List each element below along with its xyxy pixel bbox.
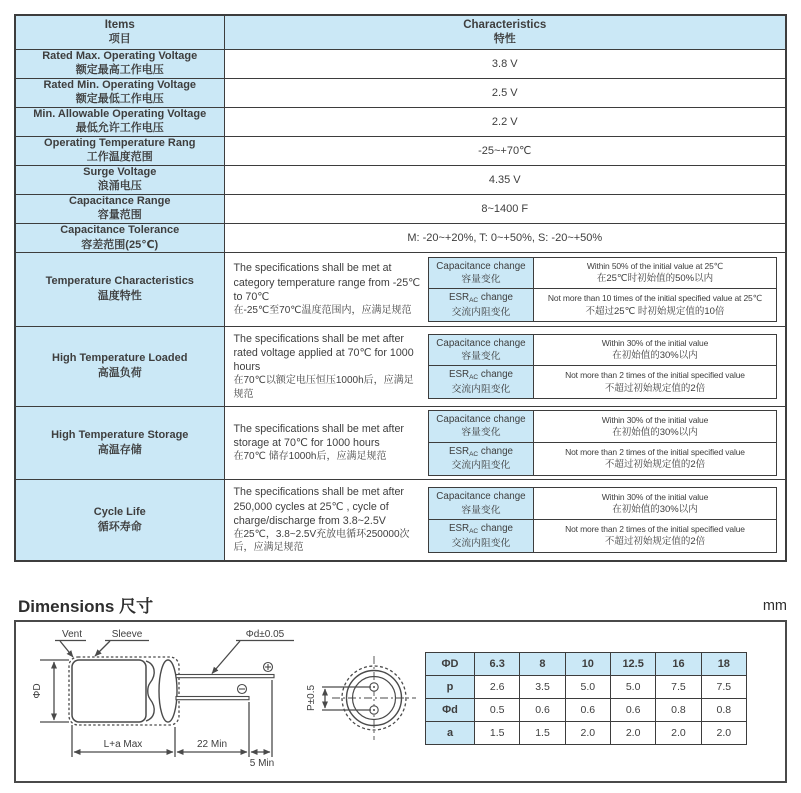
- dimension-table: [425, 652, 747, 745]
- item-label: Capacitance Tolerance 容差范围(25℃): [15, 223, 224, 252]
- positive-lead: [176, 675, 274, 678]
- esr-change-value: Not more than 10 times of the initial specified value at 25℃ 不超过25℃ 时初始规定值的10倍: [533, 289, 776, 322]
- esr-change-label: $ESR_{AC}$ change 交流内阻变化: [428, 519, 533, 552]
- spec-table: [14, 14, 787, 562]
- characteristics-header: Characteristics 特性: [224, 15, 786, 49]
- items-header: Items 项目: [15, 15, 224, 49]
- body-length-label: L+a Max: [103, 739, 143, 750]
- item-value: 2.2 V: [224, 107, 786, 136]
- body-groove: [146, 661, 154, 721]
- row-min-allowable-voltage: [15, 107, 786, 136]
- dim-header-label: ΦD: [426, 653, 475, 676]
- capacitor-body: [72, 660, 146, 722]
- capacitance-change-label: Capacitance change 容量变化: [428, 488, 533, 519]
- dimensions-unit: mm: [762, 598, 787, 614]
- condition-description: The specifications shall be met after rated voltage applied at 70℃ for 1000 hours 在70℃以额定电压恒压1000h后，应满足规范: [233, 332, 414, 400]
- capacitance-change-label: Capacitance change 容量变化: [428, 411, 533, 442]
- item-value: M: -20~+20%, T: 0~+50%, S: -20~+50%: [224, 223, 786, 252]
- change-criteria-table: [428, 257, 777, 322]
- esr-change-label: $ESR_{AC}$ change 交流内阻变化: [428, 442, 533, 475]
- esr-change-label: $ESR_{AC}$ change 交流内阻变化: [428, 289, 533, 322]
- negative-lead: [176, 697, 249, 700]
- capacitance-change-row: [428, 257, 776, 288]
- row-temperature-characteristics: [15, 252, 786, 326]
- esr-change-row: [428, 366, 776, 399]
- pitch-label: P±0.5: [306, 684, 317, 712]
- dim-row-p: p 2.6 3.5 5.0 5.0 7.5 7.5: [426, 676, 747, 699]
- change-criteria-table: [428, 487, 777, 552]
- item-value: 2.5 V: [224, 78, 786, 107]
- row-high-temperature-loaded: [15, 326, 786, 406]
- item-label: Rated Min. Operating Voltage 额定最低工作电压: [15, 78, 224, 107]
- dim-header-row: ΦD 6.3 8 10 12.5 16 18: [426, 653, 747, 676]
- lead-diameter-label: Φd±0.05: [245, 629, 285, 640]
- capacitance-change-row: [428, 334, 776, 365]
- lead-length-label: 22 Min: [196, 739, 228, 750]
- item-value: 3.8 V: [224, 49, 786, 78]
- vent-arrow: [60, 641, 73, 657]
- capacitance-change-row: [428, 411, 776, 442]
- item-label: Surge Voltage 浪涌电压: [15, 165, 224, 194]
- esr-change-value: Not more than 2 times of the initial specified value 不超过初始规定值的2倍: [533, 442, 776, 475]
- item-label: Min. Allowable Operating Voltage 最低允许工作电压: [15, 107, 224, 136]
- row-operating-temperature: [15, 136, 786, 165]
- item-label: Cycle Life 循环寿命: [15, 479, 224, 561]
- capacitance-change-value: Within 30% of the initial value 在初始值的30%以内: [533, 488, 776, 519]
- condition-description: The specifications shall be met after storage at 70℃ for 1000 hours 在70℃ 储存1000h后，应满足规范: [233, 422, 404, 463]
- characteristics-cell: [224, 252, 786, 326]
- item-label: High Temperature Loaded 高温负荷: [15, 326, 224, 406]
- row-surge-voltage: [15, 165, 786, 194]
- plus-terminal-icon: [264, 663, 273, 672]
- dim-row-phid: Φd 0.5 0.6 0.6 0.6 0.8 0.8: [426, 699, 747, 722]
- dimensions-panel: [14, 620, 787, 783]
- end-seal: [159, 660, 177, 722]
- condition-description: The specifications shall be met at category temperature range from -25℃ to 70℃ 在-25℃至70℃温度范围内，应满足规范: [233, 262, 421, 317]
- row-capacitance-range: [15, 194, 786, 223]
- item-label: Operating Temperature Rang 工作温度范围: [15, 136, 224, 165]
- tip-length-label: 5 Min: [249, 758, 275, 769]
- esr-change-value: Not more than 2 times of the initial specified value 不超过初始规定值的2倍: [533, 519, 776, 552]
- capacitance-change-value: Within 30% of the initial value 在初始值的30%以内: [533, 411, 776, 442]
- characteristics-cell: [224, 479, 786, 561]
- condition-description: The specifications shall be met after 250,000 cycles at 25℃ , cycle of charge/discharge from 3.8~2.5V 在25℃，3.8~2.5V充放电循环250000次后，应满足规范: [233, 486, 410, 554]
- row-capacitance-tolerance: [15, 223, 786, 252]
- change-criteria-table: [428, 334, 777, 399]
- capacitance-change-row: [428, 488, 776, 519]
- row-rated-max-voltage: [15, 49, 786, 78]
- capacitance-change-value: Within 30% of the initial value 在初始值的30%以内: [533, 334, 776, 365]
- item-value: 8~1400 F: [224, 194, 786, 223]
- row-rated-min-voltage: [15, 78, 786, 107]
- lead-diameter-arrow: [212, 641, 240, 674]
- spec-header-row: [15, 15, 786, 49]
- item-label: Temperature Characteristics 温度特性: [15, 252, 224, 326]
- capacitor-drawing: [22, 625, 434, 777]
- row-cycle-life: [15, 479, 786, 561]
- item-label: High Temperature Storage 高温存储: [15, 406, 224, 479]
- body-diameter-label: ΦD: [32, 683, 43, 699]
- esr-change-value: Not more than 2 times of the initial specified value 不超过初始规定值的2倍: [533, 366, 776, 399]
- capacitance-change-label: Capacitance change 容量变化: [428, 334, 533, 365]
- esr-change-row: [428, 442, 776, 475]
- item-value: -25~+70℃: [224, 136, 786, 165]
- esr-change-row: [428, 289, 776, 322]
- capacitance-change-label: Capacitance change 容量变化: [428, 257, 533, 288]
- esr-change-label: $ESR_{AC}$ change 交流内阻变化: [428, 366, 533, 399]
- row-high-temperature-storage: [15, 406, 786, 479]
- sleeve-label: Sleeve: [111, 629, 143, 640]
- minus-terminal-icon: [238, 685, 247, 694]
- item-label: Capacitance Range 容量范围: [15, 194, 224, 223]
- characteristics-cell: [224, 326, 786, 406]
- change-criteria-table: [428, 410, 777, 475]
- characteristics-cell: [224, 406, 786, 479]
- dimensions-title: Dimensions 尺寸: [18, 597, 154, 616]
- capacitance-change-value: Within 50% of the initial value at 25℃ 在25℃时初始值的50%以内: [533, 257, 776, 288]
- item-value: 4.35 V: [224, 165, 786, 194]
- esr-change-row: [428, 519, 776, 552]
- item-label: Rated Max. Operating Voltage 额定最高工作电压: [15, 49, 224, 78]
- sleeve-arrow: [95, 641, 110, 656]
- dim-row-a: a 1.5 1.5 2.0 2.0 2.0 2.0: [426, 722, 747, 745]
- vent-label: Vent: [61, 629, 83, 640]
